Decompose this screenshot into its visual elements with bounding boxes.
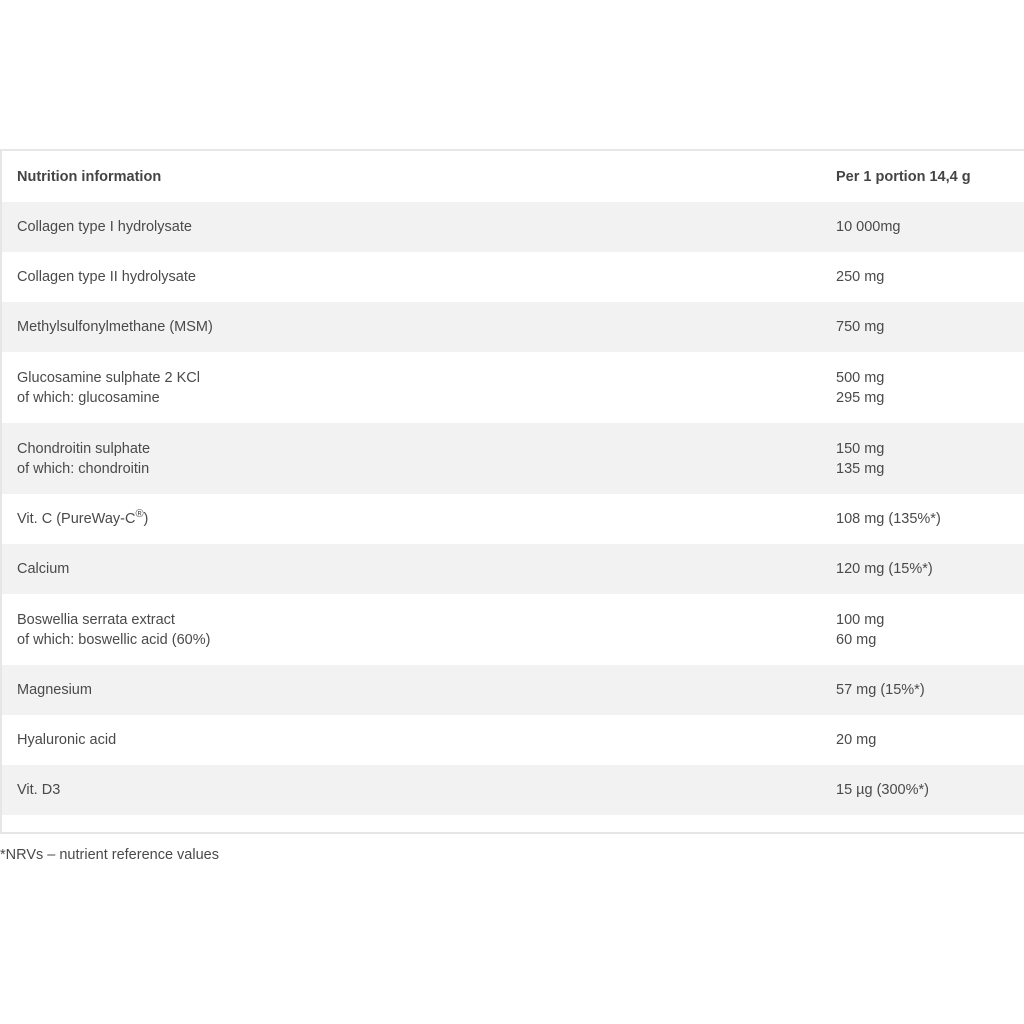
nutrition-table	[2, 151, 1024, 815]
registered-mark: ®	[135, 508, 144, 521]
nutrient-amount-line: 100 mg	[836, 611, 885, 628]
table-row	[2, 352, 1024, 423]
nutrient-amount	[821, 665, 1024, 715]
nutrient-name-line: Hyaluronic acid	[17, 732, 117, 748]
nutrient-name-line	[17, 509, 821, 529]
nutrient-sub-name-line: of which: glucosamine	[17, 389, 160, 406]
nutrient-name-line: Glucosamine sulphate 2 KCl	[17, 369, 200, 386]
nutrient-name	[2, 423, 821, 494]
table-row	[2, 423, 1024, 494]
nutrient-name-line: Vit. D3	[17, 782, 61, 798]
table-row	[2, 715, 1024, 765]
table-row	[2, 202, 1024, 252]
header-nutrition-information: Nutrition information	[17, 168, 162, 185]
nutrient-amount-line: 150 mg	[836, 440, 885, 457]
nutrient-name	[2, 494, 821, 544]
nutrient-name	[2, 202, 821, 252]
nutrient-amount	[821, 715, 1024, 765]
nutrient-amount-line: 120 mg (15%*)	[836, 561, 933, 577]
nutrient-amount-line: 750 mg	[836, 319, 885, 335]
nutrient-sub-amount-line: 295 mg	[836, 389, 885, 406]
nutrient-amount-line: 500 mg	[836, 369, 885, 386]
nutrient-amount	[821, 423, 1024, 494]
nutrient-name	[2, 715, 821, 765]
nutrient-amount	[821, 765, 1024, 815]
nutrient-name-line: Boswellia serrata extract	[17, 611, 175, 628]
nutrient-amount-line: 15 µg (300%*)	[836, 782, 929, 798]
nutrient-sub-amount-line: 60 mg	[836, 631, 877, 648]
nutrient-name-line: Collagen type II hydrolysate	[17, 269, 196, 285]
nutrient-amount-line: 57 mg (15%*)	[836, 682, 925, 698]
table-row	[2, 544, 1024, 594]
nutrient-amount	[821, 352, 1024, 423]
header-per-portion: Per 1 portion 14,4 g	[836, 168, 971, 185]
nutrient-name	[2, 302, 821, 352]
nutrient-amount	[821, 594, 1024, 665]
nutrient-name-line: Calcium	[17, 561, 70, 577]
table-row	[2, 252, 1024, 302]
nutrition-table-frame	[0, 149, 1024, 834]
table-row	[2, 594, 1024, 665]
nutrient-amount	[821, 202, 1024, 252]
nutrient-name-line: Chondroitin sulphate	[17, 440, 151, 457]
nutrient-amount	[821, 302, 1024, 352]
nutrient-name-line: Methylsulfonylmethane (MSM)	[17, 319, 213, 335]
nutrient-amount-line: 10 000mg	[836, 219, 901, 235]
nutrient-name	[2, 594, 821, 665]
vitamin-c-name-text: Vit. C (PureWay-C	[17, 511, 136, 527]
nutrient-amount	[821, 494, 1024, 544]
table-row	[2, 494, 1024, 544]
nutrient-sub-amount-line: 135 mg	[836, 460, 885, 477]
nutrient-amount	[821, 544, 1024, 594]
nutrient-amount	[821, 252, 1024, 302]
table-header-row	[2, 151, 1024, 202]
nutrient-name	[2, 352, 821, 423]
table-row	[2, 665, 1024, 715]
nutrient-sub-name-line: of which: boswellic acid (60%)	[17, 631, 211, 648]
nutrient-sub-name-line: of which: chondroitin	[17, 460, 150, 477]
nutrient-amount-line: 108 mg (135%*)	[836, 511, 941, 527]
nutrient-amount-line: 20 mg	[836, 732, 877, 748]
nrv-footnote: *NRVs – nutrient reference values	[0, 847, 219, 863]
nutrient-name	[2, 252, 821, 302]
table-row	[2, 302, 1024, 352]
nutrient-name-line: Magnesium	[17, 682, 92, 698]
vitamin-c-name-suffix: )	[143, 511, 149, 527]
nutrient-name	[2, 544, 821, 594]
table-row	[2, 765, 1024, 815]
nutrient-name	[2, 665, 821, 715]
nutrient-amount-line: 250 mg	[836, 269, 885, 285]
nutrient-name	[2, 765, 821, 815]
nutrient-name-line: Collagen type I hydrolysate	[17, 219, 192, 235]
